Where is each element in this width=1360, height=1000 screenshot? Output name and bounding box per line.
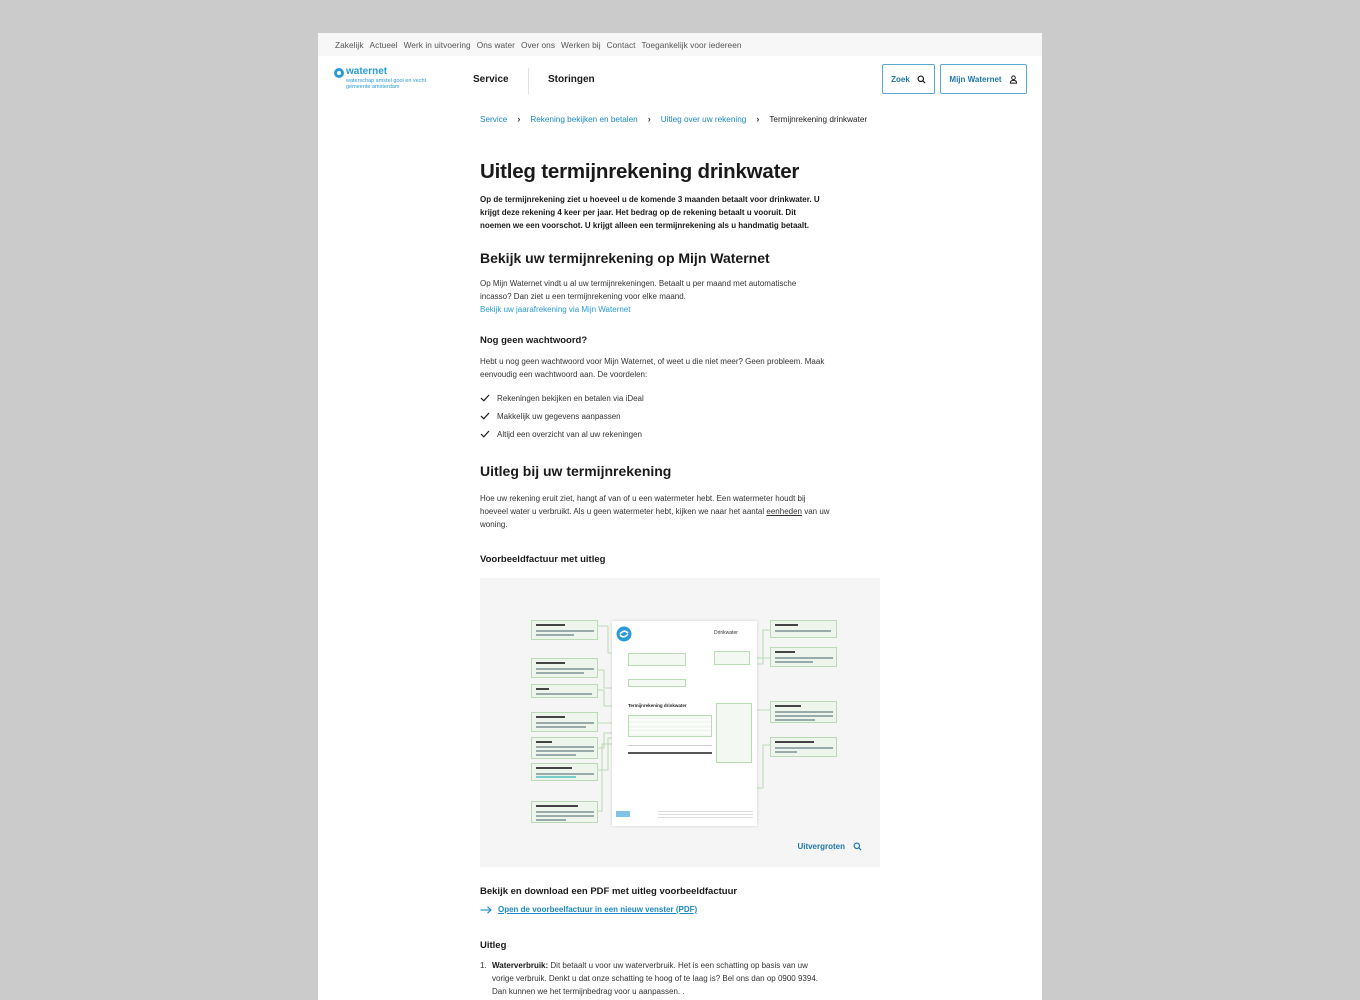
benefit-label: Makkelijk uw gegevens aanpassen bbox=[497, 411, 621, 421]
page bbox=[318, 33, 1042, 1000]
doc-line-items bbox=[628, 715, 712, 737]
checkmark-icon bbox=[480, 430, 490, 438]
doc-title: Drinkwater bbox=[714, 630, 738, 636]
open-pdf-link[interactable] bbox=[480, 905, 697, 914]
benefit-item bbox=[480, 425, 644, 443]
nav-divider bbox=[528, 68, 529, 94]
logo-subtitle-1: waterschap amstel gooi en vecht bbox=[346, 78, 427, 84]
mijn-waternet-button[interactable] bbox=[940, 64, 1027, 94]
doc-divider bbox=[628, 745, 712, 746]
section-mijn-waternet-text bbox=[480, 277, 830, 316]
search-button-label: Zoek bbox=[891, 74, 910, 84]
benefit-item bbox=[480, 389, 644, 407]
enlarge-button[interactable] bbox=[797, 842, 862, 851]
topnav-toegankelijk[interactable]: Toegankelijk voor iedereen bbox=[641, 39, 742, 50]
annotation-factuurnummer bbox=[770, 620, 837, 638]
breadcrumb-service[interactable]: Service bbox=[480, 114, 508, 124]
benefit-label: Rekeningen bekijken en betalen via iDeal bbox=[497, 393, 644, 403]
annotation-kosten-digitaal bbox=[770, 737, 837, 757]
annotation-voorschot bbox=[531, 737, 598, 759]
waternet-logo-icon bbox=[334, 68, 344, 78]
voorbeeldfactuur-heading: Voorbeeldfactuur met uitleg bbox=[480, 554, 606, 565]
waternet-logo[interactable] bbox=[334, 68, 444, 94]
annotation-klantnaam bbox=[531, 620, 598, 640]
benefit-label: Altijd een overzicht van al uw rekeningen bbox=[497, 429, 642, 439]
doc-meta-box bbox=[714, 651, 750, 665]
doc-sidebar-box bbox=[716, 703, 752, 763]
search-icon bbox=[917, 75, 926, 84]
user-icon bbox=[1009, 75, 1018, 84]
pdf-heading: Bekijk en download een PDF met uitleg voorbeeldfactuur bbox=[480, 886, 738, 897]
annotation-leveringsadres bbox=[531, 658, 598, 678]
wachtwoord-text: Hebt u nog geen wachtwoord voor Mijn Waternet, of weet u die niet meer? Geen probleem. Maak eenvoudig een wachtwoord aan. De voordelen: bbox=[480, 357, 825, 379]
uitleg-text-after: van uw woning. bbox=[480, 507, 830, 529]
wachtwoord-heading: Nog geen wachtwoord? bbox=[480, 335, 588, 346]
section-mijn-waternet-heading: Bekijk uw termijnrekening op Mijn Waternet bbox=[480, 250, 770, 266]
example-invoice-figure[interactable] bbox=[480, 578, 880, 867]
topnav-ons-water[interactable]: Ons water bbox=[476, 39, 515, 50]
checkmark-icon bbox=[480, 394, 490, 402]
chevron-right-icon: › bbox=[517, 114, 521, 124]
topnav-werken-bij[interactable]: Werken bij bbox=[561, 39, 601, 50]
invoice-document bbox=[612, 621, 757, 826]
breadcrumb-uitleg[interactable]: Uitleg over uw rekening bbox=[660, 114, 747, 124]
topnav-actueel[interactable]: Actueel bbox=[369, 39, 398, 50]
doc-heading: Termijnrekening drinkwater bbox=[628, 703, 687, 708]
nav-storingen[interactable]: Storingen bbox=[548, 74, 595, 85]
uitleg-text-before: Hoe uw rekening eruit ziet, hangt af van of u een watermeter hebt. Een watermeter houdt bij hoeveel water u verbruikt. Als u geen watermeter hebt, kijken we naar het aantal bbox=[480, 494, 806, 516]
topnav-zakelijk[interactable]: Zakelijk bbox=[335, 39, 364, 50]
arrow-right-icon bbox=[480, 906, 492, 914]
doc-address-box bbox=[628, 653, 686, 666]
search-icon bbox=[853, 842, 862, 851]
annotation-hoe-leest bbox=[770, 701, 837, 723]
page-title: Uitleg termijnrekening drinkwater bbox=[480, 160, 800, 183]
chevron-right-icon: › bbox=[647, 114, 651, 124]
uitleg-termijnrekening-heading: Uitleg bij uw termijnrekening bbox=[480, 463, 672, 479]
mijn-waternet-label: Mijn Waternet bbox=[949, 74, 1002, 84]
breadcrumb-current: Termijnrekening drinkwater bbox=[769, 114, 868, 124]
logo-subtitle-2: gemeente amsterdam bbox=[346, 84, 400, 90]
top-utility-nav bbox=[318, 33, 1042, 56]
annotation-termijn bbox=[531, 684, 598, 698]
annotation-klantnummer bbox=[770, 647, 837, 667]
annotation-betaling bbox=[531, 763, 598, 781]
waternet-logo-icon bbox=[616, 626, 632, 642]
uitleg-heading: Uitleg bbox=[480, 940, 507, 951]
intro-text: Op de termijnrekening ziet u hoeveel u de komende 3 maanden betaalt voor drinkwater. U krijgt deze rekening 4 keer per jaar. Het bedrag op de rekening betaalt u vooruit. Dit noemen we een voorschot. U krijgt alleen een termijnrekening als u handmatig betaalt. bbox=[480, 195, 820, 230]
logo-subtitle bbox=[346, 78, 446, 90]
jaarafrekening-link[interactable]: Bekijk uw jaarafrekening via Mijn Waternet bbox=[480, 305, 631, 314]
annotation-kosten-papier bbox=[531, 801, 598, 823]
doc-footer-text bbox=[658, 811, 753, 819]
topnav-werk-in-uitvoering[interactable]: Werk in uitvoering bbox=[403, 39, 471, 50]
benefit-item bbox=[480, 407, 644, 425]
topnav-over-ons[interactable]: Over ons bbox=[520, 39, 556, 50]
logo-wordmark: waternet bbox=[346, 66, 388, 77]
eenheden-link[interactable]: eenheden bbox=[766, 507, 802, 516]
explanation-text: Dit betaalt u voor uw waterverbruik. Het is een schatting op basis van uw vorige verbruik. Denkt u dat onze schatting te hoog of te laag is? Bel ons dan op 0900 9394. Dan kunnen we het termijnbedrag voor u aanpassen. . bbox=[492, 961, 818, 996]
doc-total bbox=[628, 752, 712, 754]
doc-ref-box bbox=[628, 679, 686, 687]
benefits-list bbox=[480, 389, 644, 443]
doc-footer-logo bbox=[616, 811, 630, 817]
section-mijn-waternet-body: Op Mijn Waternet vindt u al uw termijnrekeningen. Betaalt u per maand met automatische incasso? Dan ziet u een termijnrekening voor elke maand. bbox=[480, 279, 797, 301]
uitleg-termijnrekening-text bbox=[480, 492, 830, 531]
breadcrumb-rekening[interactable]: Rekening bekijken en betalen bbox=[530, 114, 638, 124]
explanation-list-item bbox=[480, 959, 830, 998]
list-number: 1. bbox=[480, 961, 487, 970]
nav-service[interactable]: Service bbox=[473, 74, 509, 85]
enlarge-label: Uitvergroten bbox=[797, 842, 845, 851]
explanation-term: Waterverbruik: bbox=[492, 961, 549, 970]
checkmark-icon bbox=[480, 412, 490, 420]
search-button[interactable] bbox=[882, 64, 935, 94]
open-pdf-label: Open de voorbeelfactuur in een nieuw venster (PDF) bbox=[498, 905, 698, 914]
breadcrumb bbox=[480, 114, 867, 124]
topnav-contact[interactable]: Contact bbox=[606, 39, 636, 50]
annotation-watermeter bbox=[531, 712, 598, 732]
chevron-right-icon: › bbox=[756, 114, 760, 124]
